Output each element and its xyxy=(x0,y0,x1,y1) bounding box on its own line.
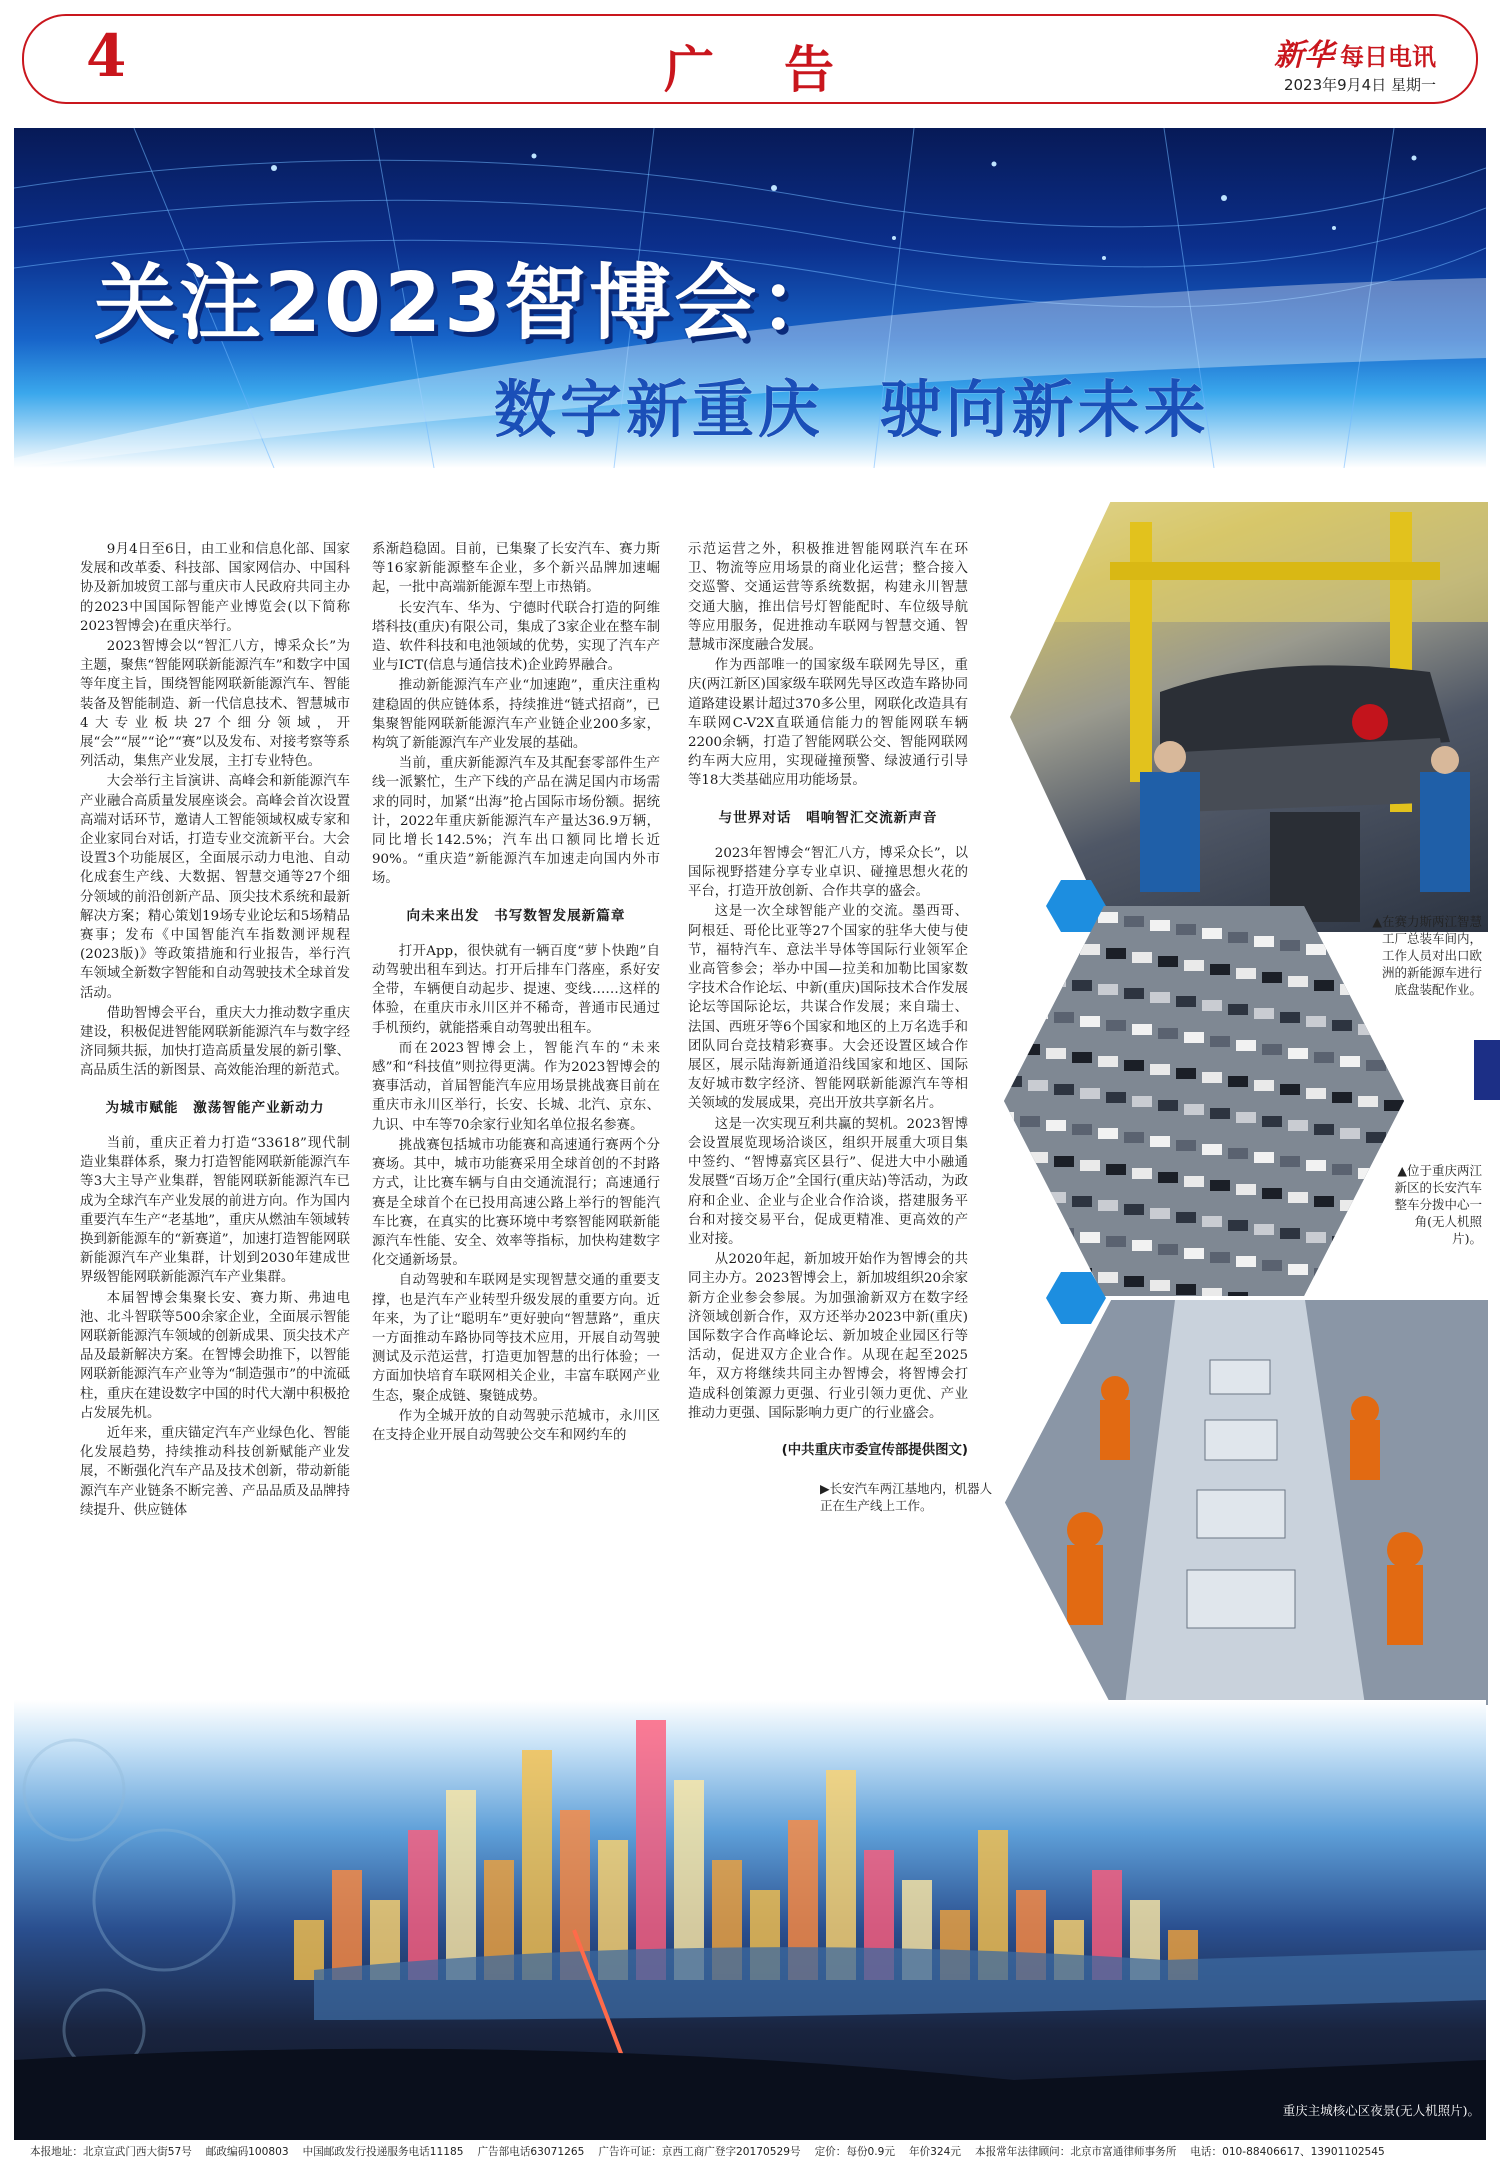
parked-car xyxy=(1332,1236,1352,1247)
footer-item: 电话：010-88406617、13901102545 xyxy=(1190,2146,1385,2158)
footer-item: 本报常年法律顾问：北京市富通律师事务所 xyxy=(975,2146,1177,2158)
issue-date: 2023年9月4日 星期一 xyxy=(1283,76,1436,94)
parked-car xyxy=(1020,1116,1040,1127)
parked-car xyxy=(1098,912,1118,923)
article-paragraph: 当前，重庆新能源汽车及其配套零部件生产线一派繁忙，生产下线的产品在满足国内市场需求的同时，加紧“出海”抢占国际市场份额。据统计，2022年重庆新能源汽车产量达36.9万辆，同比增长142.5%；汽车出口额同比增长近90%。“重庆造”新能源汽车加速走向国内外市场。 xyxy=(372,756,660,887)
parked-car xyxy=(1158,1100,1178,1111)
parked-car xyxy=(1028,1008,1048,1019)
side-tab-decoration xyxy=(1474,1040,1500,1100)
parked-car xyxy=(1004,1076,1022,1087)
parked-car xyxy=(1254,1152,1274,1163)
parked-car xyxy=(1106,1236,1126,1247)
article-paragraph: 作为全城开放的自动驾驶示范城市，永川区在支持企业开展自动驾驶公交车和网约车的 xyxy=(372,1408,660,1443)
parked-car xyxy=(1028,936,1048,947)
article-paragraph: 9月4日至6日，由工业和信息化部、国家发展和改革委、科技部、国家网信办、中国科协及新加坡贸工部与重庆市人民政府共同主办的2023中国国际智能产业博览会(以下简称2023智博会)在重庆举行。 xyxy=(80,542,350,634)
article-paragraph: 2023智博会以“智汇八方，博采众长”为主题，聚焦“智能网联新能源汽车”和数字中国等年度主旨，围绕智能网联新能源汽车、智能装备及智能制造、新一代信息技术、智慧城市4大专业板块27个细分领域，开展“会”“展”“论”“赛”以及发布、对接考察等系列活动，集焦产业发展，主打专业特色。 xyxy=(80,639,350,770)
parked-car xyxy=(1054,1156,1074,1167)
factory-photo-illustration xyxy=(1010,502,1488,932)
parked-car xyxy=(1158,1028,1178,1039)
parked-car xyxy=(1098,1128,1118,1139)
parked-car xyxy=(1132,1096,1152,1107)
parked-car xyxy=(1314,1052,1334,1063)
parked-car xyxy=(1228,1076,1248,1087)
article-paragraph: 推动新能源汽车产业“加速跑”，重庆注重构建稳固的供应链体系，持续推进“链式招商”，已集聚智能网联新能源汽车产业链企业200多家，构筑了新能源汽车产业发展的基础。 xyxy=(372,678,660,752)
article-paragraph: 大会举行主旨演讲、高峰会和新能源汽车产业融合高质量发展座谈会。高峰会首次设置高端对话环节，邀请人工智能领域权威专家和企业家同台对话，打造专业交流新平台。大会设置3个功能展区，全面展示动力电池、自动化成套生产线、大数据、智慧交通等27个细分领域的前沿创新产品、顶尖技术系统和最新解决方案；精心策划19场专业论坛和5场精品赛事；发布《中国智能汽车指数测评规程(2023版)》等政策措施和行业报告，举行汽车领域全新数字智能和自动驾驶技术全球首发活动。 xyxy=(80,774,350,1001)
parked-car xyxy=(1202,1288,1222,1296)
image-credit: (中共重庆市委宣传部提供图文) xyxy=(781,1442,968,1458)
parked-car xyxy=(1280,1228,1300,1239)
parked-car xyxy=(1004,1256,1014,1267)
article-paragraph: 作为西部唯一的国家级车联网先导区，重庆(两江新区)国家级车联网先导区改造车路协同道路建设累计超过370多公里，网联化改造具有车联网C-V2X直联通信能力的智能网联车辆2200余辆，打造了智能网联公交、智能网联网约车两大应用，实现碰撞预警、绿波通行引导等18大类基础应用功能场景。 xyxy=(688,658,968,789)
parked-car xyxy=(1020,1260,1040,1271)
newspaper-logo xyxy=(1274,30,1436,74)
parked-car xyxy=(1158,1244,1178,1255)
parked-car xyxy=(1124,1276,1144,1287)
parked-car xyxy=(1150,1280,1170,1291)
parked-car xyxy=(1054,940,1074,951)
parked-car xyxy=(1314,1268,1334,1279)
article-paragraph: 这是一次实现互利共赢的契机。2023智博会设置展览现场洽谈区，组织开展重大项目集中签约、“智博嘉宾区县行”、促进大中小融通发展暨“百场万企”全国行(重庆站)等活动，为政府和企业、企业与企业合作洽谈，搭建服务平台和对接交易平台，促成更精准、更高效的产业对接。 xyxy=(688,1116,968,1247)
parked-car xyxy=(1098,1200,1118,1211)
parked-car xyxy=(1254,1080,1274,1091)
article-paragraph: 从2020年起，新加坡开始作为智博会的共同主办方。2023智博会上，新加坡组织20余家新方企业参会参展。为加强渝新双方在数字经济领域创新合作，双方还举办2023中新(重庆)国际数字合作高峰论坛、新加坡企业园区行等活动，促进双方企业合作。从现在起至2025年，双方将继续共同主办智博会，将智博会打造成科创策源力更强、行业引领力更优、产业推动力更强、国际影响力更广的行业盛会。 xyxy=(688,1252,968,1421)
parked-car xyxy=(1028,1152,1048,1163)
headline-banner xyxy=(14,128,1486,468)
parked-car xyxy=(1028,1224,1048,1235)
parked-car xyxy=(1020,906,1040,911)
parked-car xyxy=(1132,1168,1152,1179)
article-paragraph: 而在2023智博会上，智能汽车的“未来感”和“科技值”则拉得更满。作为2023智博会的赛事活动，首届智能汽车应用场景挑战赛目前在重庆市永川区举行，长安、长城、北汽、京东、九识、中车等70余家行业知名单位报名参赛。 xyxy=(372,1040,660,1133)
parked-car xyxy=(1392,1136,1404,1147)
parked-car xyxy=(1072,1052,1092,1063)
skyline-illustration xyxy=(14,1700,1486,2140)
parked-car xyxy=(1184,960,1204,971)
parked-car xyxy=(1150,1136,1170,1147)
parked-car xyxy=(1332,1092,1352,1103)
parked-car xyxy=(1184,1176,1204,1187)
article-paragraph: 系渐趋稳固。目前，已集聚了长安汽车、赛力斯等16家新能源整车企业，多个新兴品牌加速崛起，一批中高端新能源车型上市热销。 xyxy=(372,542,660,596)
vehicle-lot-caption: ▲位于重庆两江新区的长安汽车整车分拨中心一角(无人机照片)。 xyxy=(1394,1163,1482,1246)
skyline-caption: 重庆主城核心区夜景(无人机照片)。 xyxy=(1282,2103,1480,2118)
parked-car xyxy=(1080,1088,1100,1099)
parked-car xyxy=(1210,1252,1230,1263)
parked-car xyxy=(1358,1168,1378,1179)
parked-car xyxy=(1306,1088,1326,1099)
skyscraper xyxy=(332,1870,362,1980)
parked-car xyxy=(1158,1172,1178,1183)
parked-car xyxy=(1132,1024,1152,1035)
parked-car xyxy=(1098,1272,1118,1283)
footer-item: 广告许可证：京西工商广登字20170529号 xyxy=(598,2146,801,2158)
parked-car xyxy=(1132,1240,1152,1251)
parked-car xyxy=(1054,1228,1074,1239)
parked-car xyxy=(1210,1036,1230,1047)
parked-car xyxy=(1004,1220,1022,1231)
parked-car xyxy=(1004,932,1022,943)
chongqing-night-skyline-photo xyxy=(14,1700,1486,2140)
parked-car xyxy=(1314,1124,1334,1135)
parked-car xyxy=(1306,1232,1326,1243)
article-paragraph: 示范运营之外，积极推进智能网联汽车在环卫、物流等应用场景的商业化运营；整合接入交巡警、交通运营等系统数据，构建永川智慧交通大脑，推出信号灯智能配时、车位级导航等应用服务，促进推动车联网与智慧交通、智慧城市深度融合发展。 xyxy=(688,542,968,654)
article-column-2 xyxy=(372,540,660,1446)
main-headline: 关注2023智博会： xyxy=(94,256,845,351)
parked-car xyxy=(1288,1120,1308,1131)
parked-car xyxy=(1184,1032,1204,1043)
parked-car xyxy=(1262,972,1282,983)
parked-car xyxy=(1176,1068,1196,1079)
parked-car xyxy=(1124,1204,1144,1215)
parked-car xyxy=(1004,1112,1014,1123)
parked-car xyxy=(1332,1164,1352,1175)
parked-car xyxy=(1124,1132,1144,1143)
parked-car xyxy=(1106,1164,1126,1175)
parked-car xyxy=(1236,968,1256,979)
parked-car xyxy=(1254,1224,1274,1235)
parked-car xyxy=(1150,992,1170,1003)
parked-car xyxy=(1262,1044,1282,1055)
parked-car xyxy=(1306,944,1326,955)
parked-car xyxy=(1124,1060,1144,1071)
parked-car xyxy=(1072,1196,1092,1207)
parked-car xyxy=(1150,1064,1170,1075)
parked-car xyxy=(1054,1012,1074,1023)
parked-car xyxy=(1124,988,1144,999)
parked-car xyxy=(1254,1008,1274,1019)
parked-car xyxy=(1340,984,1360,995)
parked-car xyxy=(1340,1056,1360,1067)
parked-car xyxy=(1254,936,1274,947)
parked-car xyxy=(1332,1020,1352,1031)
article-paragraph: 自动驾驶和车联网是实现智慧交通的重要支撑，也是汽车产业转型升级发展的重要方向。近年来，为了让“聪明车”更好驶向“智慧路”，重庆一方面推动车路协同等技术应用，开展自动驾驶测试及示范运营，打造更加智慧的出行体验；一方面加快培育车联网相关企业，丰富车联网产业生态，聚企成链、聚链成势。 xyxy=(372,1273,660,1404)
parked-car xyxy=(1236,1040,1256,1051)
parked-car xyxy=(1358,1024,1378,1035)
parked-car xyxy=(1004,1148,1022,1159)
parked-car xyxy=(1202,1000,1222,1011)
parked-car xyxy=(1288,1192,1308,1203)
parked-car xyxy=(1080,1160,1100,1171)
parked-car xyxy=(1106,948,1126,959)
factory-assembly-photo xyxy=(1010,502,1488,932)
parked-car xyxy=(1184,1248,1204,1259)
parked-car xyxy=(1262,1260,1282,1271)
parked-car xyxy=(1210,964,1230,975)
parked-car xyxy=(1384,1028,1404,1039)
parked-car xyxy=(1228,932,1248,943)
vehicle-lot-illustration xyxy=(1004,906,1404,1296)
article-paragraph: 打开App，很快就有一辆百度“萝卜快跑”自动驾驶出租车到达。打开后排车门落座，系好安全带，车辆便自动起步、提速、变线……这样的体验，在重庆市永川区并不稀奇，普通市民通过手机预约，就能搭乘自动驾驶出租车。 xyxy=(372,943,660,1036)
masthead xyxy=(22,14,1478,104)
parked-car xyxy=(1020,1044,1040,1055)
vehicle-lot-aerial-photo xyxy=(1004,906,1404,1296)
parked-car xyxy=(1228,1220,1248,1231)
parked-car xyxy=(1288,1048,1308,1059)
parked-car xyxy=(1072,1124,1092,1135)
section-heading: 向未来出发 书写数智发展新篇章 xyxy=(406,907,626,924)
parked-car xyxy=(1384,1100,1404,1111)
parked-car xyxy=(1366,1132,1386,1143)
parked-car xyxy=(1158,956,1178,967)
robot-photo-caption: ▶长安汽车两江基地内，机器人正在生产线上工作。 xyxy=(820,1481,993,1513)
parked-car xyxy=(1176,996,1196,1007)
parked-car xyxy=(1280,1012,1300,1023)
footer-item: 广告部电话63071265 xyxy=(477,2146,585,2158)
skyscraper xyxy=(522,1750,552,1980)
parked-car xyxy=(1150,1208,1170,1219)
parked-car xyxy=(1176,1284,1196,1295)
parked-car xyxy=(1004,906,1014,907)
article-paragraph: 近年来，重庆锚定汽车产业绿色化、智能化发展趋势，持续推动科技创新赋能产业发展，不断强化汽车产品及技术创新，带动新能源汽车产业链条不断完善、产品品质及品牌持续提升、供应链体 xyxy=(80,1425,350,1518)
parked-car xyxy=(1288,976,1308,987)
footer-item: 定价：每份0.9元 xyxy=(814,2146,895,2158)
parked-car xyxy=(1004,968,1014,979)
parked-car xyxy=(1072,980,1092,991)
parked-car xyxy=(1236,1184,1256,1195)
parked-car xyxy=(1124,916,1144,927)
parked-car xyxy=(1028,1080,1048,1091)
parked-car xyxy=(1080,1232,1100,1243)
parked-car xyxy=(1132,952,1152,963)
parked-car xyxy=(1004,1184,1014,1195)
section-heading: 与世界对话 唱响智汇交流新声音 xyxy=(718,809,938,826)
parked-car xyxy=(1236,1112,1256,1123)
parked-car xyxy=(1046,1048,1066,1059)
robot-line-illustration xyxy=(1005,1300,1488,1705)
sub-headline: 数字新重庆 驶向新未来 xyxy=(494,373,1210,446)
footer-item: 邮政编码100803 xyxy=(205,2146,289,2158)
parked-car xyxy=(1392,1280,1404,1291)
article-column-1 xyxy=(80,540,350,1521)
factory-photo-caption: ▲在赛力斯两江智慧工厂总装车间内，工作人员对出口欧洲的新能源车进行底盘装配作业。 xyxy=(1372,914,1482,997)
skyscraper xyxy=(408,1830,438,1980)
parked-car xyxy=(1236,1256,1256,1267)
parked-car xyxy=(1332,948,1352,959)
parked-car xyxy=(1176,924,1196,935)
parked-car xyxy=(1340,1128,1360,1139)
footer-item: 中国邮政发行投递服务电话11185 xyxy=(302,2146,464,2158)
parked-car xyxy=(1098,1056,1118,1067)
parked-car xyxy=(1280,1084,1300,1095)
article-column-3 xyxy=(688,540,968,1460)
parked-car xyxy=(1150,920,1170,931)
parked-car xyxy=(1080,1016,1100,1027)
brand-name: 新华 xyxy=(1274,38,1334,73)
article-paragraph: 当前，重庆正着力打造“33618”现代制造业集群体系，聚力打造智能网联新能源汽车等3大主导产业集群，智能网联新能源汽车已成为全球汽车产业发展的前进方向。作为国内重要汽车生产“老基地”，重庆从燃油车领域转换到新能源车的“新赛道”，加速打造智能网联新能源汽车产业集群，计划到2030年建成世界级智能网联新能源汽车产业集群。 xyxy=(80,1135,350,1286)
parked-car xyxy=(1080,944,1100,955)
article-paragraph: 本届智博会集聚长安、赛力斯、弗迪电池、北斗智联等500余家企业，全面展示智能网联新能源汽车领域的创新成果、顶尖技术产品及最新解决方案。在智博会助推下，以智能网联新能源汽车产业等为“制造强市”的中流砥柱，重庆在建设数字中国的时代大潮中积极抢占发展先机。 xyxy=(80,1290,350,1421)
parked-car xyxy=(1280,940,1300,951)
page-number: 4 xyxy=(86,22,127,90)
publication-footer xyxy=(30,2140,1470,2164)
parked-car xyxy=(1184,1104,1204,1115)
parked-car xyxy=(1202,1072,1222,1083)
parked-car xyxy=(1210,1180,1230,1191)
skyscraper xyxy=(636,1720,666,1980)
parked-car xyxy=(1020,1188,1040,1199)
brand-subtitle: 每日电讯 xyxy=(1340,42,1436,71)
article-paragraph: 2023年智博会“智汇八方，博采众长”，以国际视野搭建分享专业卓识、碰撞思想火花的平台，打造开放创新、合作共享的盛会。 xyxy=(688,845,968,900)
parked-car xyxy=(1392,1064,1404,1075)
section-heading: 为城市赋能 激荡智能产业新动力 xyxy=(105,1099,325,1116)
parked-car xyxy=(1366,1204,1386,1215)
parked-car xyxy=(1314,1196,1334,1207)
robot-production-line-photo xyxy=(1005,1300,1488,1705)
parked-car xyxy=(1262,1116,1282,1127)
parked-car xyxy=(1004,1040,1014,1051)
parked-car xyxy=(1228,1148,1248,1159)
parked-car xyxy=(1358,1240,1378,1251)
parked-car xyxy=(1340,1200,1360,1211)
skyscraper xyxy=(446,1790,476,1980)
parked-car xyxy=(1106,1092,1126,1103)
parked-car xyxy=(1176,1212,1196,1223)
parked-car xyxy=(1288,1264,1308,1275)
parked-car xyxy=(1358,1096,1378,1107)
parked-car xyxy=(1366,1276,1386,1287)
parked-car xyxy=(1228,1292,1248,1296)
article-paragraph: 这是一次全球智能产业的交流。墨西哥、阿根廷、哥伦比亚等27个国家的驻华大使与使节，福特汽车、意法半导体等国际行业领军企业高管参会；举办中国—拉美和加勒比国家数字技术合作论坛、中新(重庆)国际技术合作发展论坛等国际论坛，共谋合作发展；来自瑞士、法国、西班牙等6个国家和地区的上万名选手和团队同台竞技精彩赛事。大会还设置区域合作展区，展示陆海新通道沿线国家和地区、国际友好城市数字经济、智能网联新能源汽车等相关领域的发展成果，亮出开放共享新名片。 xyxy=(688,904,968,1112)
parked-car xyxy=(1176,1140,1196,1151)
parked-car xyxy=(1280,1156,1300,1167)
parked-car xyxy=(1228,1004,1248,1015)
article-paragraph: 挑战赛包括城市功能赛和高速通行赛两个分赛场。其中，城市功能赛采用全球首创的不封路方式，让比赛车辆与自由交通流混行；高速通行赛是全球首个在已投用高速公路上举行的智能汽车比赛，在真实的比赛环境中考察智能网联新能源汽车性能、安全、效率等指标，加快构建数字化交通新场景。 xyxy=(372,1137,660,1269)
article-paragraph: 长安汽车、华为、宁德时代联合打造的阿维塔科技(重庆)有限公司，集成了3家企业在整车制造、软件科技和电池领域的优势，实现了汽车产业与ICT(信息与通信技术)企业跨界融合。 xyxy=(372,600,660,674)
parked-car xyxy=(1366,1060,1386,1071)
parked-car xyxy=(1202,928,1222,939)
parked-car xyxy=(1054,1084,1074,1095)
parked-car xyxy=(1202,1216,1222,1227)
parked-car xyxy=(1098,984,1118,995)
footer-item: 本报地址：北京宣武门西大街57号 xyxy=(30,2146,192,2158)
parked-car xyxy=(1210,1108,1230,1119)
parked-car xyxy=(1202,1144,1222,1155)
parked-car xyxy=(1306,1160,1326,1171)
parked-car xyxy=(1046,1120,1066,1131)
parked-car xyxy=(1262,1188,1282,1199)
parked-car xyxy=(1020,972,1040,983)
parked-car xyxy=(1340,1272,1360,1283)
parked-car xyxy=(1314,980,1334,991)
parked-car xyxy=(1046,976,1066,987)
parked-car xyxy=(1106,1020,1126,1031)
parked-car xyxy=(1004,1004,1022,1015)
parked-car xyxy=(1046,1192,1066,1203)
parked-car xyxy=(1306,1016,1326,1027)
article-paragraph: 借助智博会平台，重庆大力推动数字重庆建设，积极促进智能网联新能源汽车与数字经济同频共振，加快打造高质量发展的新引擎、高品质生活的新图景、高效能治理的新范式。 xyxy=(80,1005,350,1079)
section-title: 广告 xyxy=(664,40,904,99)
footer-item: 年价324元 xyxy=(909,2146,962,2158)
